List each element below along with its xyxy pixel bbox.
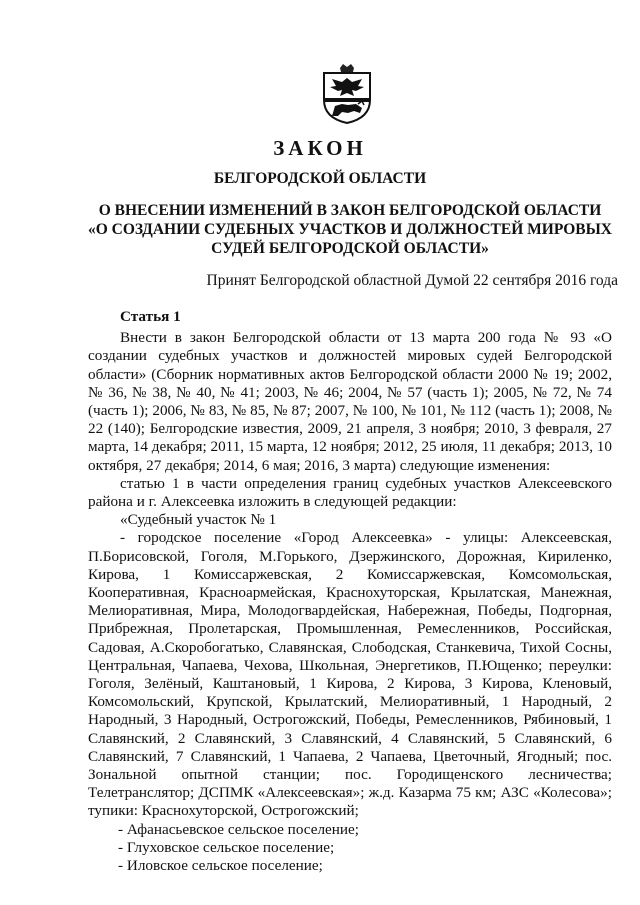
document-body (88, 308, 612, 875)
article-title: Статья 1 (120, 308, 181, 325)
adoption-note: Принят Белгородской областной Думой 22 сентября 2016 года (206, 272, 618, 289)
document-subtitle: БЕЛГОРОДСКОЙ ОБЛАСТИ (213, 170, 427, 187)
law-heading-line: «О СОЗДАНИИ СУДЕБНЫХ УЧАСТКОВ И ДОЛЖНОСТЕЙ МИРОВЫХ (87, 221, 613, 238)
list-item: - Иловское сельское поселение; (118, 857, 323, 875)
law-heading (80, 201, 620, 258)
law-heading-line: СУДЕЙ БЕЛГОРОДСКОЙ ОБЛАСТИ» (211, 240, 489, 257)
body-paragraph: статью 1 в части определения границ судебных участков Алексеевского района и г. Алексеевка изложить в следующей редакции: (88, 474, 612, 511)
document-title: ЗАКОН (273, 136, 367, 160)
coat-of-arms-icon (318, 64, 376, 124)
body-paragraph: - городское поселение «Город Алексеевка» - улицы: Алексеевская, П.Борисовской, Гоголя, М.Горького, Дзержинского, Дорожная, Кириленко, Кирова, 1 Комиссаржевская, 2 Комиссаржевская, Комсомольская, Кооперативная, Красноармейская, Краснохуторская, Крылатская, Манежная, Мелиоративная, Мира, Молодогвардейская, Набережная, Победы, Подгорная, Прибрежная, Пролетарская, Промышленная, Ремесленников, Российская, Садовая, А.Скоробогатько, Славянская, Слободская, Станкевича, Тихой Сосны, Центральная, Чапаева, Чехова, Школьная, Энергетиков, П.Ющенко; переулки: Гоголя, Зелёный, Каштановый, 1 Кирова, 2 Кирова, 3 Кирова, Кленовый, Комсомольский, Крупской, Крылатский, Мелиоративный, 1 Народный, 2 Народный, 3 Народный, Острогожский, Победы, Ремесленников, Рябиновый, 1 Славянский, 2 Славянский, 3 Славянский, 4 Славянский, 5 Славянский, 6 Славянский, 7 Славянский, 1 Чапаева, 2 Чапаева, Цветочный, Ягодный; пос. Зональной опытной станции; пос. Городищенского лесничества; Телетранслятор; ДСПМК «Алексеевская»; ж.д. Казарма 75 км; АЗС «Колесова»; тупики: Краснохуторской, Острогожский; (88, 529, 612, 820)
law-heading-line: О ВНЕСЕНИИ ИЗМЕНЕНИЙ В ЗАКОН БЕЛГОРОДСКОЙ ОБЛАСТИ (98, 202, 602, 219)
body-paragraph: «Судебный участок № 1 (120, 511, 277, 529)
list-item: - Глуховское сельское поселение; (118, 838, 335, 856)
list-item: - Афанасьевское сельское поселение; (118, 820, 359, 838)
body-paragraph: Внести в закон Белгородской области от 13 марта 200 года № 93 «О создании судебных участков и должностей мировых судей Белгородской области» (Сборник нормативных актов Белгородской области 2000 № 19; 2002, № 36, № 38, № 40, № 41; 2003, № 46; 2004, № 57 (часть 1); 2005, № 72, № 74 (часть 1); 2006, № 83, № 85, № 87; 2007, № 100, № 101, № 112 (часть 1); 2008, № 22 (140); Белгородские известия, 2009, 21 апреля, 3 ноября; 2010, 3 февраля, 27 марта, 14 декабря; 2011, 15 марта, 12 ноября; 2012, 25 июля, 11 декабря; 2013, 10 октября, 27 декабря; 2014, 6 мая; 2016, 3 марта) следующие изменения: (88, 329, 612, 474)
